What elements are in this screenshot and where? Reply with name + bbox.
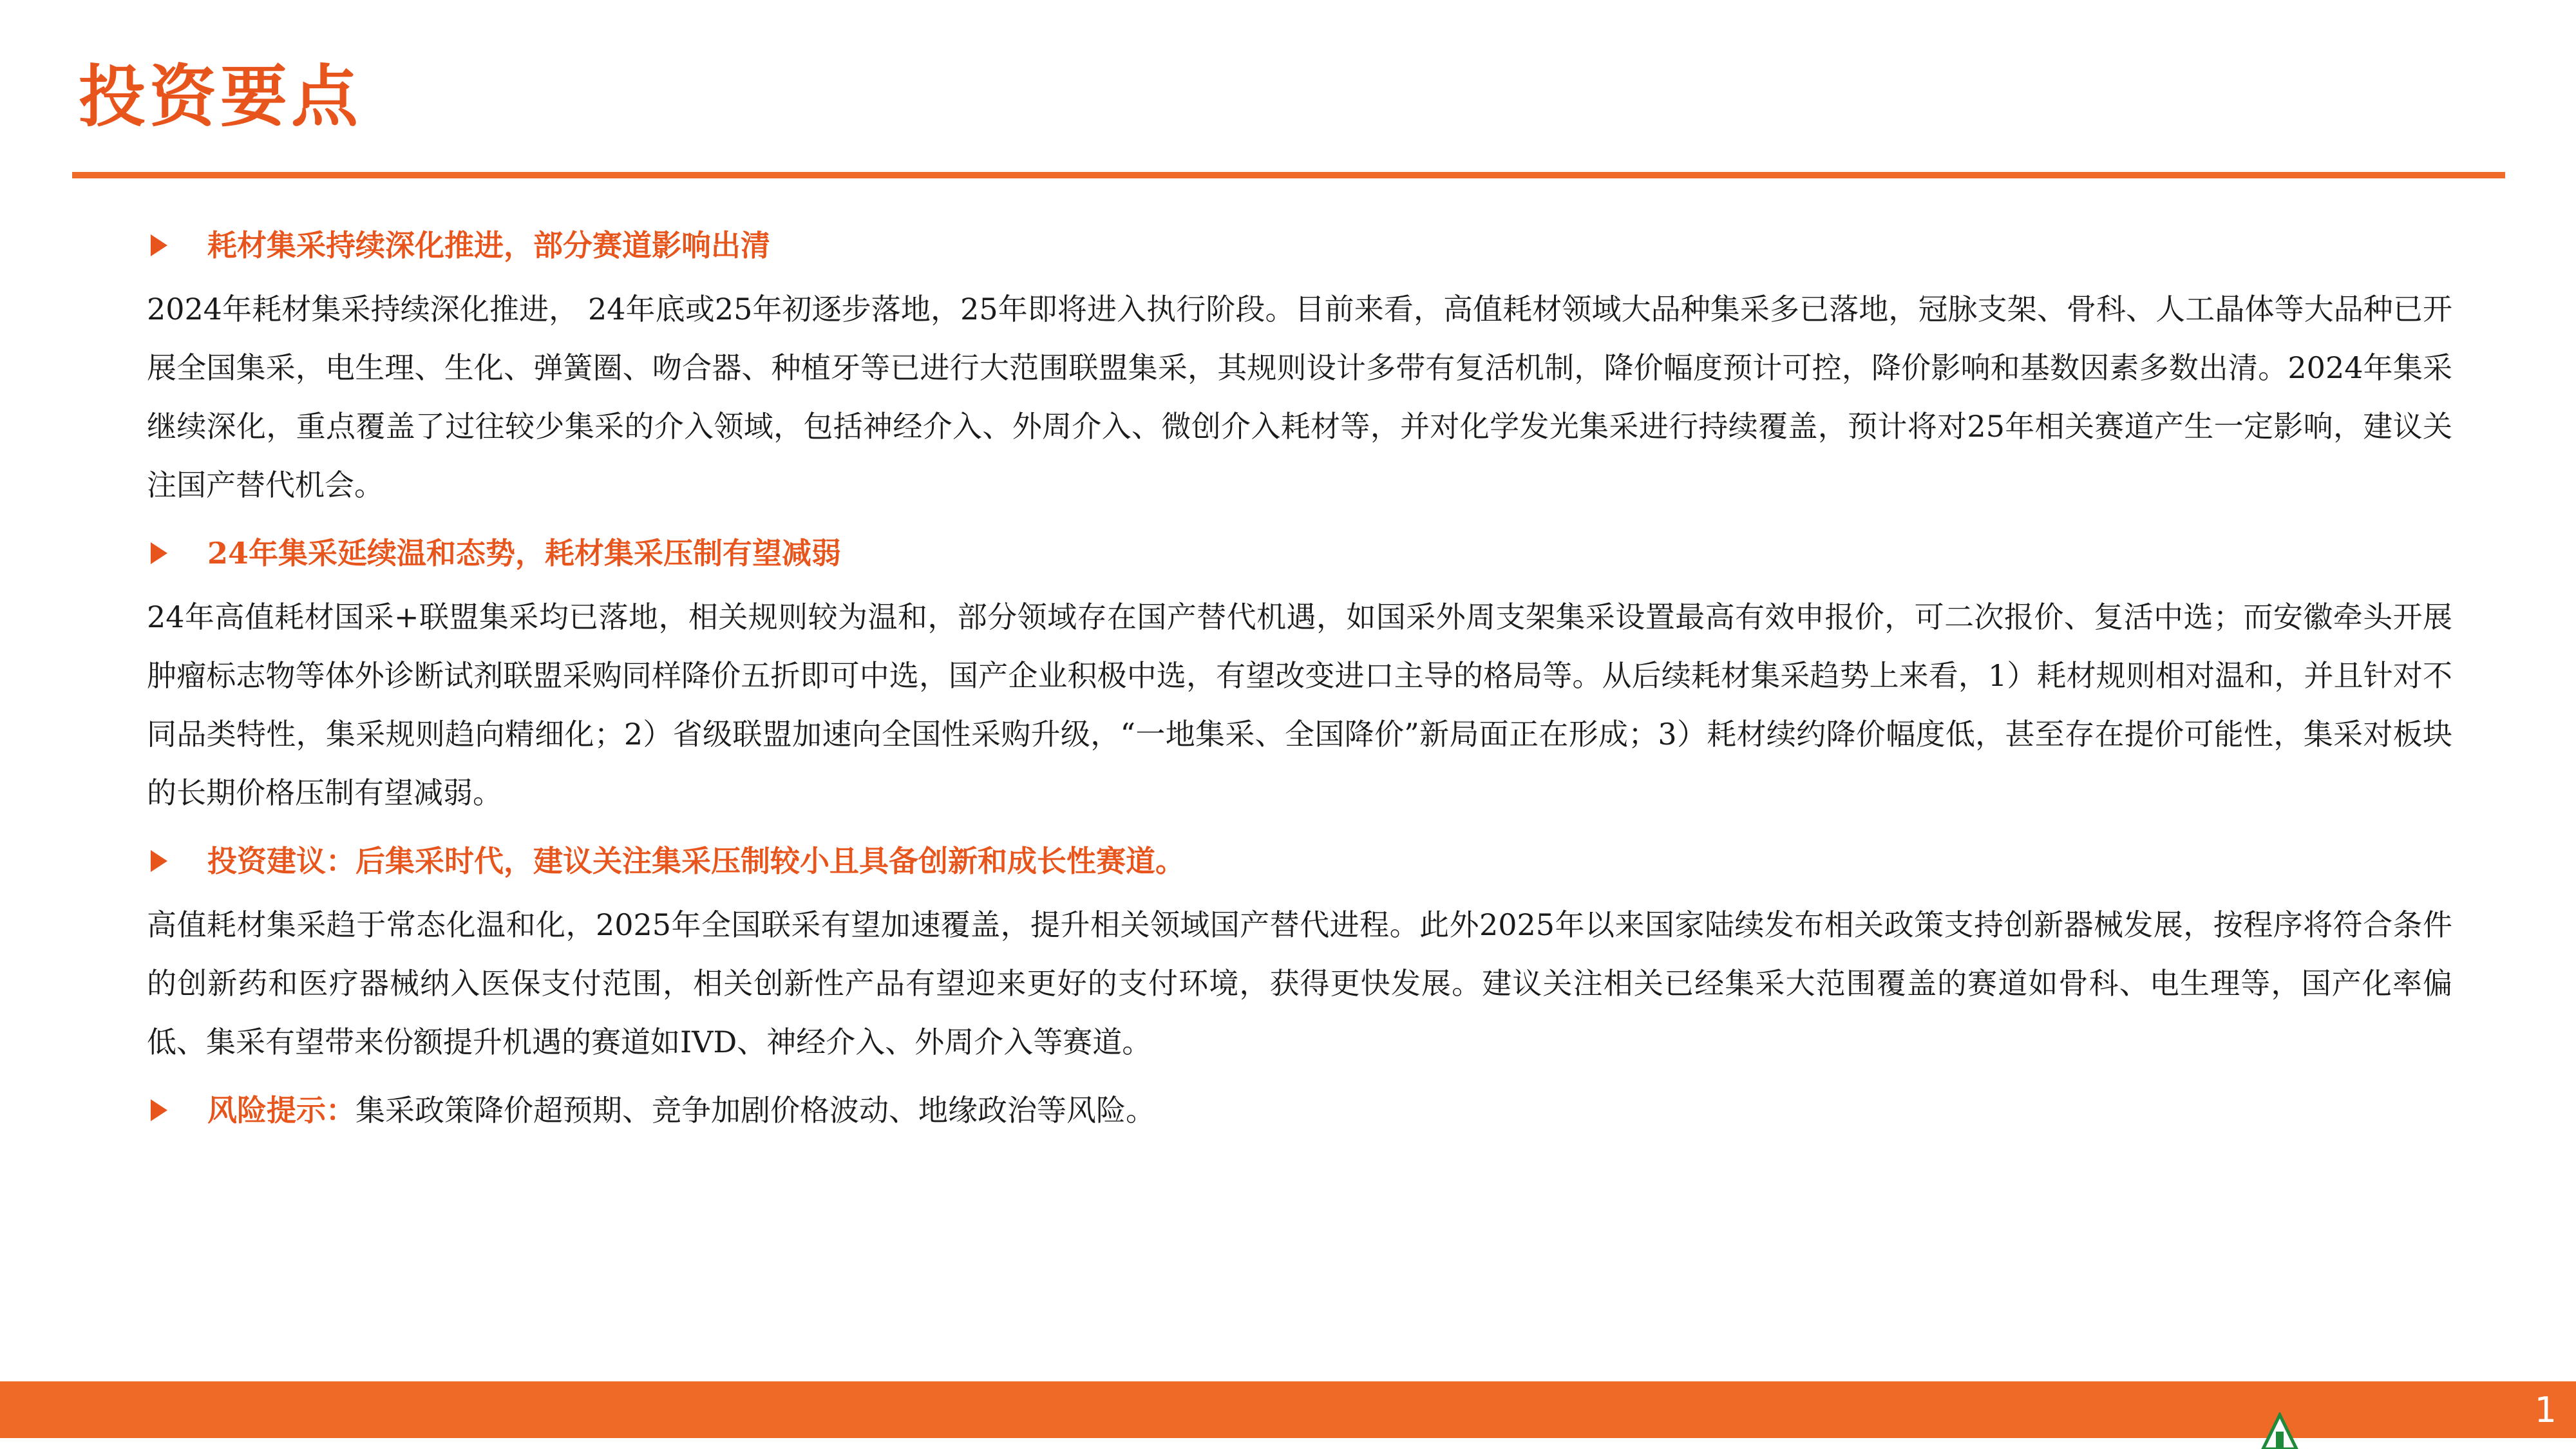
section-body-1: 2024年耗材集采持续深化推进， 24年底或25年初逐步落地，25年即将进入执行阶段。目前来看，高值耗材领域大品种集采多已落地，冠脉支架、骨科、人工晶体等大品种已开展全国集采，电生理、生化、弹簧圈、吻合器、种植牙等已进行大范围联盟集采，其规则设计多带有复活机制，降价幅度预计可控，降价影响和基数因素多数出清。2024年集采继续深化，重点覆盖了过往较少集采的介入领域，包括神经介入、外周介入、微创介入耗材等，并对化学发光集采进行持续覆盖，预计将对25年相关赛道产生一定影响，建议关注国产替代机会。 xyxy=(147,292,2452,502)
page-number: 1 xyxy=(2534,1390,2557,1430)
footer-strip xyxy=(0,1438,2576,1449)
arrow-bullet-icon xyxy=(151,542,167,564)
section-heading-text: 耗材集采持续深化推进，部分赛道影响出清 xyxy=(207,228,770,263)
section-heading-text: 投资建议：后集采时代，建议关注集采压制较小且具备创新和成长性赛道。 xyxy=(207,844,1185,878)
risk-text: 集采政策降价超预期、竞争加剧价格波动、地缘政治等风险。 xyxy=(355,1093,1155,1128)
risk-label: 风险提示： xyxy=(207,1093,355,1128)
section-body-3: 高值耗材集采趋于常态化温和化，2025年全国联采有望加速覆盖，提升相关领域国产替代进程。此外2025年以来国家陆续发布相关政策支持创新器械发展，按程序将符合条件的创新药和医疗器械纳入医保支付范围，相关创新性产品有望迎来更好的支付环境，获得更快发展。建议关注相关已经集采大范围覆盖的赛道如骨科、电生理等，国产化率偏低、集采有望带来份额提升机遇的赛道如IVD、神经介入、外周介入等赛道。 xyxy=(147,907,2452,1059)
section-heading-1 xyxy=(147,216,2452,275)
arrow-bullet-icon xyxy=(151,1099,167,1121)
arrow-bullet-icon xyxy=(151,850,167,872)
footer-bar xyxy=(0,1381,2576,1438)
main-content xyxy=(147,216,2452,1145)
title-divider xyxy=(72,172,2505,178)
arrow-bullet-icon xyxy=(151,234,167,256)
section-body-2: 24年高值耗材国采+联盟集采均已落地，相关规则较为温和，部分领域存在国产替代机遇，如国采外周支架集采设置最高有效申报价，可二次报价、复活中选；而安徽牵头开展肿瘤标志物等体外诊断试剂联盟采购同样降价五折即可中选，国产企业积极中选，有望改变进口主导的格局等。从后续耗材集采趋势上来看，1）耗材规则相对温和，并且针对不同品类特性，集采规则趋向精细化；2）省级联盟加速向全国性采购升级，“一地集采、全国降价”新局面正在形成；3）耗材续约降价幅度低，甚至存在提价可能性，集采对板块的长期价格压制有望减弱。 xyxy=(147,600,2452,810)
section-heading-2 xyxy=(147,524,2452,583)
company-logo-icon xyxy=(2260,1412,2299,1449)
section-heading-text: 24年集采延续温和态势，耗材集采压制有望减弱 xyxy=(207,536,842,571)
risk-heading xyxy=(147,1081,2452,1140)
page-title: 投资要点 xyxy=(79,57,363,136)
section-heading-3 xyxy=(147,831,2452,891)
